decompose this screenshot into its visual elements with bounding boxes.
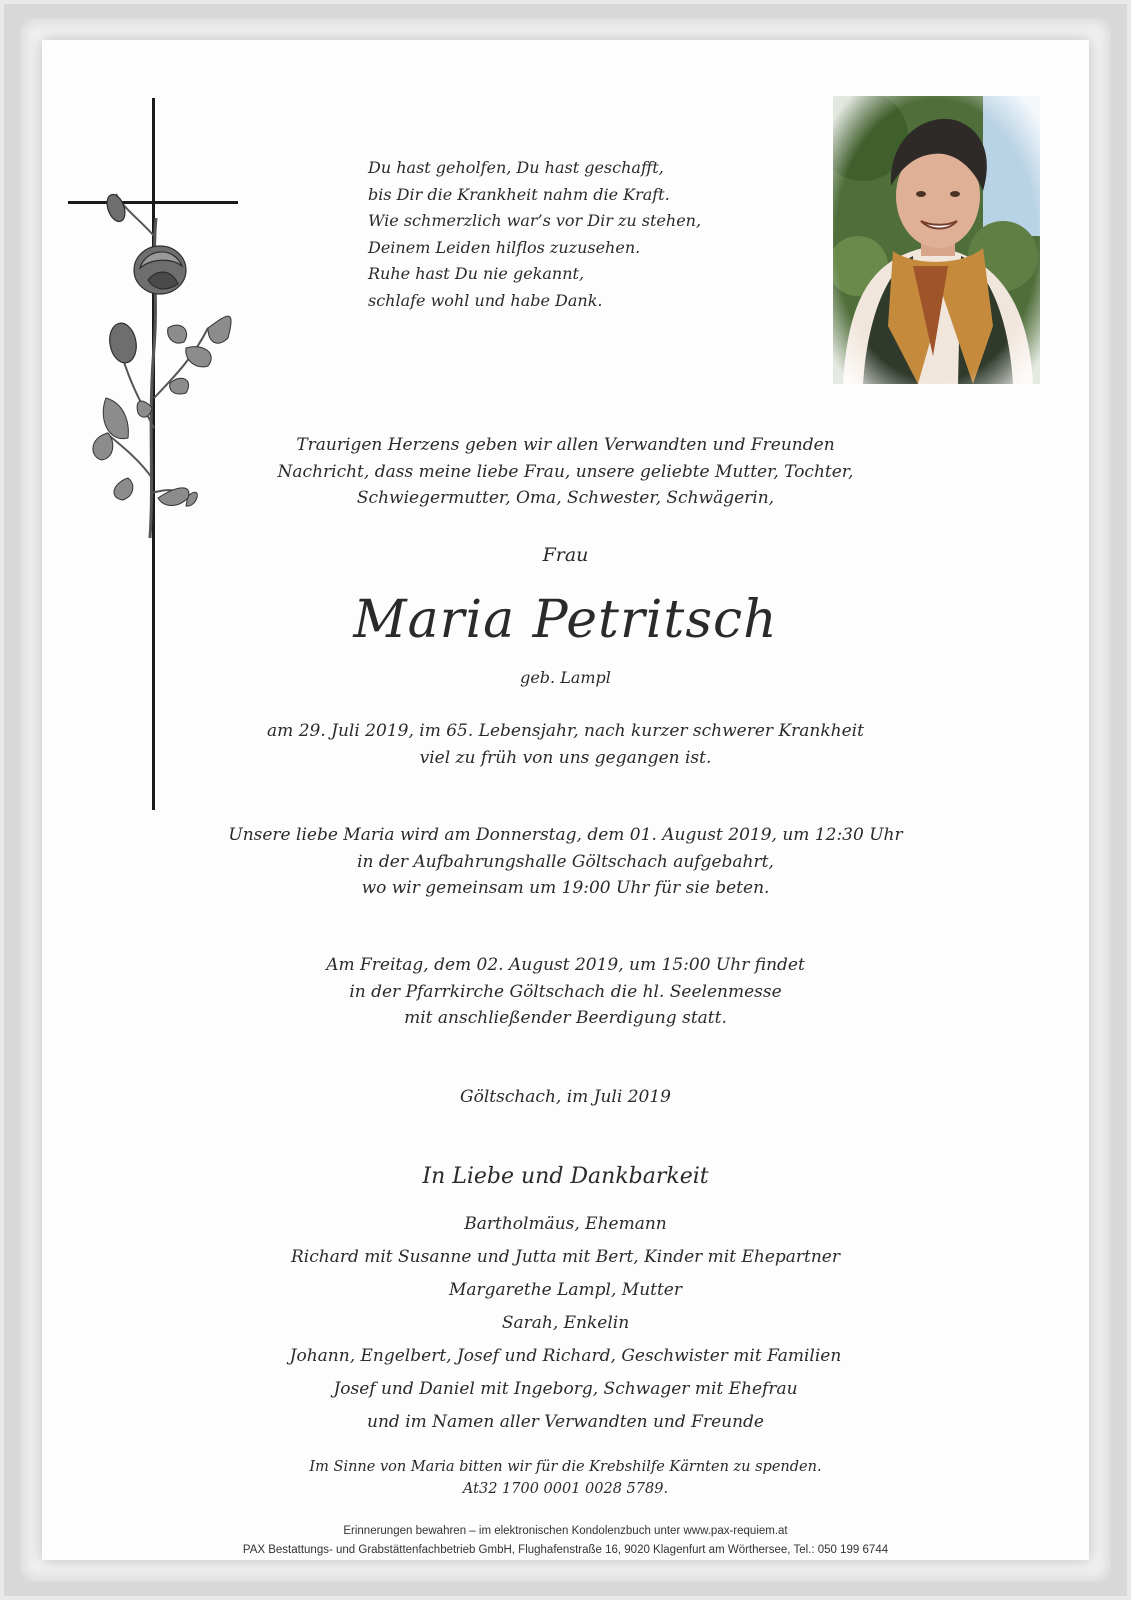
mourner-line: Bartholmäus, Ehemann (464, 1214, 667, 1234)
death-line: am 29. Juli 2019, im 65. Lebensjahr, nach kurzer schwerer Krankheit (267, 721, 864, 741)
footer-line: Erinnerungen bewahren – im elektronischen Kondolenzbuch unter www.pax-requiem.at (343, 1525, 788, 1537)
death-statement (0, 718, 1131, 771)
poem-line: bis Dir die Krankheit nahm die Kraft. (368, 184, 670, 204)
poem-line: Ruhe hast Du nie gekannt, (368, 264, 585, 283)
poem-line: Deinem Leiden hilflos zuzusehen. (368, 237, 641, 257)
funeral-line: in der Pfarrkirche Göltschach die hl. Seelenmesse (349, 981, 782, 1002)
footer-line: PAX Bestattungs- und Grabstättenfachbetrieb GmbH, Flughafenstraße 16, 9020 Klagenfurt am Wörthersee, Tel.: 050 199 6744 (242, 1544, 889, 1556)
place-date: Göltschach, im Juli 2019 (460, 1087, 671, 1107)
mourner-line: Margarethe Lampl, Mutter (449, 1280, 682, 1300)
poem (368, 155, 701, 314)
footer (0, 1522, 1131, 1560)
funeral-line: mit anschließender Beerdigung statt. (404, 1008, 727, 1028)
portrait-photo (833, 96, 1040, 384)
closing-heading: In Liebe und Dankbarkeit (422, 1164, 709, 1189)
maiden-name: geb. Lampl (520, 668, 611, 687)
mourners-list (0, 1208, 1131, 1439)
mourner-line: Johann, Engelbert, Josef und Richard, Geschwister mit Familien (289, 1346, 842, 1366)
poem-line: Wie schmerzlich war’s vor Dir zu stehen, (368, 211, 702, 230)
intro-line: Nachricht, dass meine liebe Frau, unsere geliebte Mutter, Tochter, (277, 461, 854, 482)
mourner-line: und im Namen aller Verwandten und Freunde (367, 1412, 764, 1432)
funeral-line: Am Freitag, dem 02. August 2019, um 15:00 Uhr findet (326, 955, 805, 975)
viewing-line: Unsere liebe Maria wird am Donnerstag, dem 01. August 2019, um 12:30 Uhr (228, 825, 903, 845)
viewing-line: in der Aufbahrungshalle Göltschach aufgebahrt, (357, 851, 774, 872)
mourner-line: Richard mit Susanne und Jutta mit Bert, Kinder mit Ehepartner (290, 1247, 840, 1267)
intro-line: Schwiegermutter, Oma, Schwester, Schwägerin, (356, 488, 775, 508)
poem-line: Du hast geholfen, Du hast geschafft, (368, 158, 664, 177)
viewing-info (0, 822, 1131, 902)
donation-line: Im Sinne von Maria bitten wir für die Krebshilfe Kärnten zu spenden. (309, 1459, 822, 1475)
deceased-name: Maria Petritsch (353, 590, 778, 650)
death-line: viel zu früh von uns gegangen ist. (419, 747, 712, 768)
intro-text (0, 432, 1131, 512)
viewing-line: wo wir gemeinsam um 19:00 Uhr für sie beten. (361, 878, 770, 898)
donation-line: At32 1700 0001 0028 5789. (462, 1481, 669, 1497)
salutation: Frau (542, 544, 589, 566)
donation-note (0, 1456, 1131, 1500)
mourner-line: Sarah, Enkelin (501, 1313, 630, 1333)
funeral-info (0, 952, 1131, 1032)
poem-line: schlafe wohl und habe Dank. (368, 290, 603, 310)
intro-line: Traurigen Herzens geben wir allen Verwandten und Freunden (296, 435, 835, 455)
mourner-line: Josef und Daniel mit Ingeborg, Schwager mit Ehefrau (333, 1379, 798, 1399)
